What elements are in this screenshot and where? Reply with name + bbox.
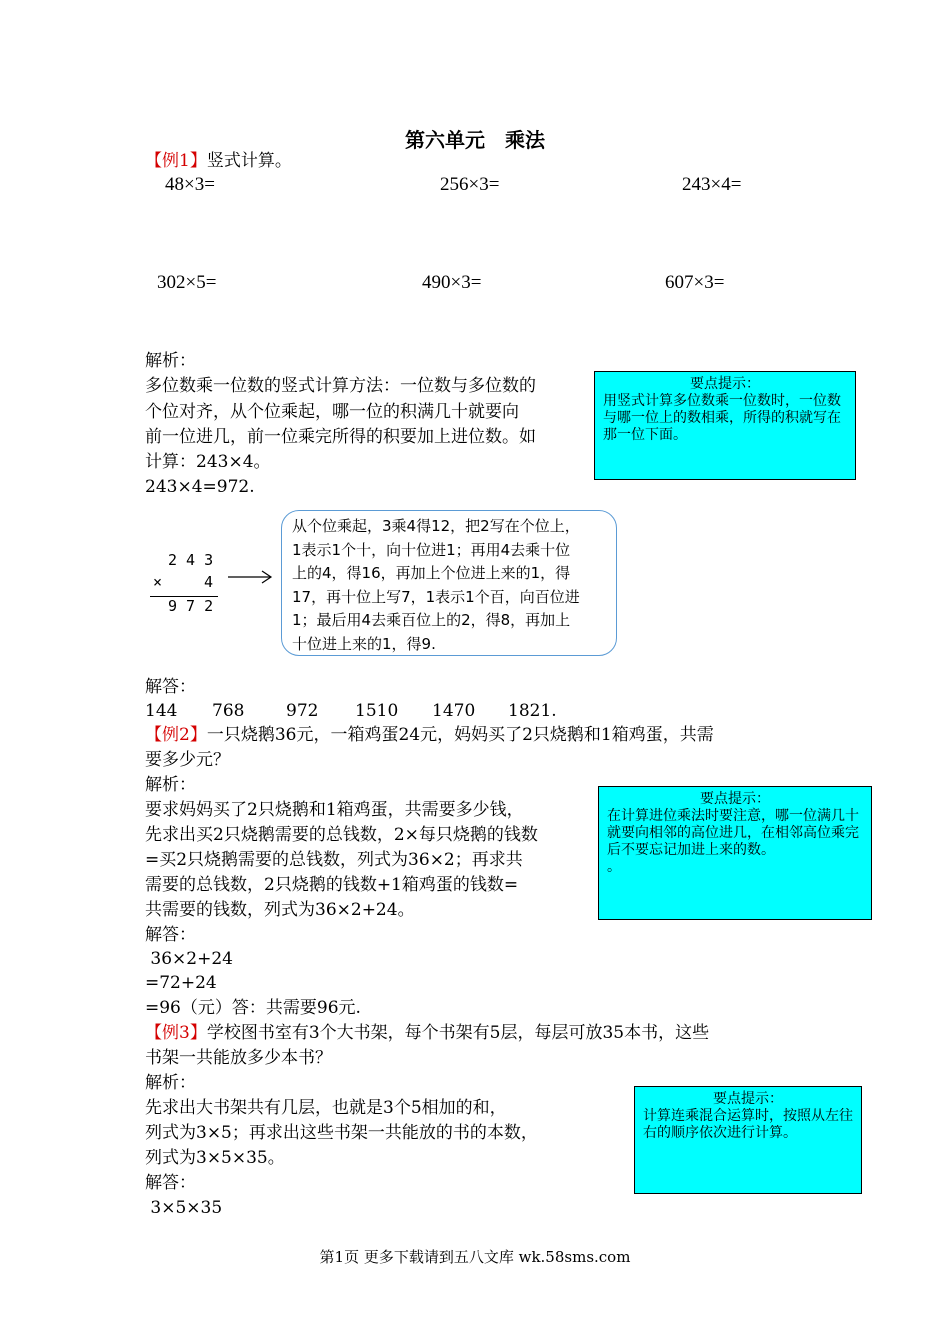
ex1-problem: 48×3= (165, 174, 215, 195)
ex1-problem: 256×3= (440, 174, 500, 195)
ex1-analysis-line: 多位数乘一位数的竖式计算方法：一位数与多位数的 (145, 376, 536, 396)
page-title: 第六单元 乘法 (405, 128, 545, 152)
ex3-question-line (145, 1020, 709, 1046)
vertical-row1: 2 4 3 (168, 551, 214, 569)
ex3-analysis-line: 列式为3×5；再求出这些书架一共能放的书的本数， (145, 1123, 538, 1143)
ex1-answer: 768 (212, 701, 245, 721)
ex2-answer-line: 36×2+24 (145, 949, 233, 969)
bubble-line: 十位进上来的1，得9. (292, 634, 436, 653)
page-footer: 第1页 更多下载请到五八文库 wk.58sms.com (319, 1248, 631, 1266)
ex1-answer-label: 解答： (145, 677, 196, 697)
vertical-times-sign: × (153, 573, 163, 591)
ex1-analysis-line: 个位对齐，从个位乘起，哪一位的积满几十就要向 (145, 402, 519, 422)
bubble-line: 1；最后用4去乘百位上的2，得8，再加上 (292, 611, 571, 629)
vertical-row2: 4 (204, 573, 214, 591)
ex3-tip-box (634, 1086, 862, 1194)
ex3-analysis-line: 先求出大书架共有几层，也就是3个5相加的和， (145, 1098, 507, 1118)
ex2-analysis-line: =买2只烧鹅需要的总钱数，列式为36×2；再求共 (145, 850, 523, 870)
ex1-tip-box (594, 371, 856, 480)
ex1-analysis-line: 前一位进几，前一位乘完所得的积要加上进位数。如 (145, 427, 536, 447)
ex1-problem: 302×5= (157, 272, 217, 293)
ex1-problem: 607×3= (665, 272, 725, 293)
ex2-analysis-line: 先求出买2只烧鹅需要的总钱数，2×每只烧鹅的钱数 (145, 825, 538, 845)
vertical-result: 9 7 2 (168, 597, 214, 615)
ex1-answer: 1821. (508, 701, 557, 721)
bubble-line: 17，再十位上写7，1表示1个百，向百位进 (292, 587, 580, 606)
ex3-tip-body: 计算连乘混合运算时，按照从左往右的顺序依次进行计算。 (643, 1108, 853, 1141)
ex2-question-line: 要多少元？ (145, 750, 230, 770)
ex2-tag: 【例2】 (145, 725, 207, 745)
ex1-analysis-line: 243×4=972. (145, 477, 255, 497)
ex3-tip-title: 要点提示： (713, 1091, 783, 1107)
ex1-answer: 1510 (355, 701, 399, 721)
explanation-bubble (281, 510, 617, 656)
ex2-answer-label: 解答： (145, 925, 196, 945)
bubble-line: 上的4，得16，再加上个位进上来的1，得 (292, 564, 571, 582)
ex2-tip-body: 在计算进位乘法时要注意，哪一位满几十就要向相邻的高位进几，在相邻高位乘完后不要忘记加进上来的数。 (607, 808, 859, 858)
ex3-answer-line: 3×5×35 (145, 1198, 223, 1218)
ex2-tip-extra: 。 (607, 859, 621, 875)
ex1-problem: 243×4= (682, 174, 742, 195)
ex1-question-line (145, 148, 292, 174)
ex3-answer-label: 解答： (145, 1173, 196, 1193)
ex2-question: 一只烧鹅36元，一箱鸡蛋24元，妈妈买了2只烧鹅和1箱鸡蛋，共需 (206, 725, 714, 745)
ex2-answer-line: =72+24 (145, 973, 217, 993)
bubble-line: 从个位乘起，3乘4得12，把2写在个位上， (292, 517, 580, 535)
ex1-answer: 972 (286, 701, 319, 721)
ex1-answer: 144 (145, 701, 178, 721)
ex1-analysis-label: 解析： (145, 351, 196, 371)
ex1-question: 竖式计算。 (206, 151, 292, 171)
ex3-question-line: 书架一共能放多少本书？ (145, 1048, 332, 1068)
ex2-tip-box (598, 786, 872, 920)
ex3-question: 学校图书室有3个大书架，每个书架有5层，每层可放35本书，这些 (206, 1023, 710, 1043)
ex3-analysis-line: 列式为3×5×35。 (145, 1148, 285, 1168)
ex2-answer-line: =96（元）答：共需要96元. (145, 998, 361, 1018)
arrow-right-icon (226, 569, 274, 585)
ex2-tip-title: 要点提示： (700, 791, 770, 807)
ex1-tip-title: 要点提示： (690, 376, 760, 392)
ex3-tag: 【例3】 (145, 1023, 207, 1043)
bubble-line: 1表示1个十，向十位进1；再用4去乘十位 (292, 540, 571, 559)
ex2-analysis-line: 需要的总钱数，2只烧鹅的钱数+1箱鸡蛋的钱数= (145, 875, 519, 895)
ex1-tag: 【例1】 (145, 151, 207, 171)
ex2-analysis-line: 共需要的钱数，列式为36×2+24。 (145, 900, 415, 920)
ex1-analysis-line: 计算：243×4。 (145, 452, 271, 472)
ex2-question-line (145, 722, 714, 748)
ex2-analysis-label: 解析： (145, 775, 196, 795)
ex3-analysis-label: 解析： (145, 1073, 196, 1093)
ex2-analysis-line: 要求妈妈买了2只烧鹅和1箱鸡蛋，共需要多少钱， (145, 800, 524, 820)
ex1-problem: 490×3= (422, 272, 482, 293)
ex1-tip-body: 用竖式计算多位数乘一位数时，一位数与哪一位上的数相乘，所得的积就写在那一位下面。 (603, 393, 841, 443)
ex1-answer: 1470 (432, 701, 476, 721)
